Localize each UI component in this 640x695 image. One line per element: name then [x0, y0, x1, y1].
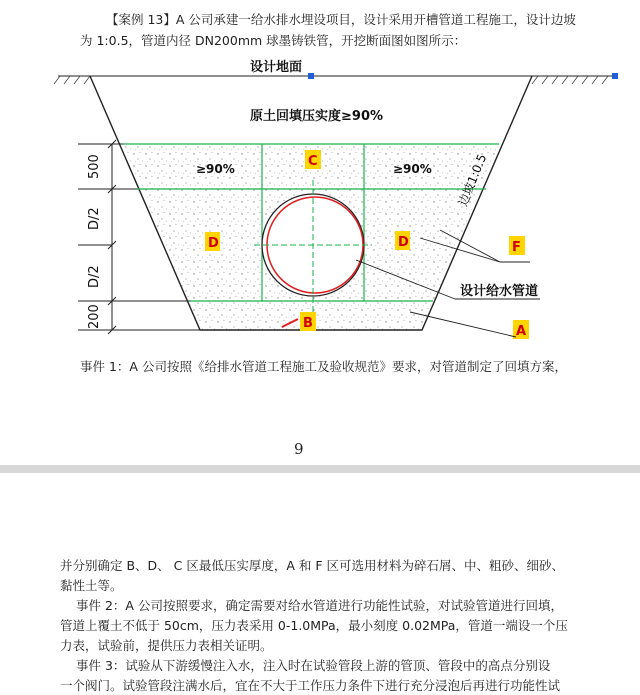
ground-marker-left — [308, 73, 314, 79]
page-number: 9 — [294, 440, 304, 458]
backfill-label: 原土回填压实度≥90% — [250, 109, 384, 124]
page2-line-7: 一个阀门。试验管段注满水后，宜在不大于工作压力条件下进行充分浸泡后再进行功能性试 — [60, 678, 561, 693]
page2-line-2: 黏性土等。 — [60, 578, 123, 593]
dim-d2-top: D/2 — [87, 207, 102, 230]
slope-label: 边坡1:0.5 — [455, 152, 490, 209]
label-F — [509, 236, 525, 255]
case-text-line-2: 为 1:0.5，管道内径 DN200mm 球墨铸铁管，开挖断面图如图所示： — [80, 33, 467, 48]
dim-500: 500 — [87, 154, 102, 179]
event-1-text: 事件 1：A 公司按照《给排水管道工程施工及验收规范》要求，对管道制定了回填方案， — [80, 359, 567, 374]
ground-label: 设计地面 — [250, 60, 303, 75]
svg-text:D: D — [398, 235, 409, 250]
zone-right-compaction: ≥90% — [393, 162, 432, 176]
page2-line-5: 力表，试验前，提供压力表相关证明。 — [60, 638, 273, 653]
page-separator — [0, 465, 640, 473]
page2-line-6: 事件 3：试验从下游缓慢注入水，注入时在试验管段上游的管顶、管段中的高点分别设 — [76, 658, 551, 673]
ground-marker-right — [612, 73, 618, 79]
svg-text:A: A — [516, 324, 527, 339]
case-text-line-1: 【案例 13】A 公司承建一给水排水埋设项目，设计采用开槽管道工程施工，设计边坡 — [106, 12, 576, 27]
ground-hatching — [54, 76, 608, 84]
zone-left-compaction: ≥90% — [196, 162, 235, 176]
page2-line-1: 并分别确定 B、D、 C 区最低压实厚度，A 和 F 区可选用材料为碎石屑、中、粗砂、细砂、 — [60, 558, 565, 573]
svg-text:F: F — [512, 240, 521, 255]
pipe-label: 设计给水管道 — [460, 284, 539, 299]
page2-line-3: 事件 2：A 公司按照要求，确定需要对给水管道进行功能性试验，对试验管道进行回填， — [76, 598, 563, 613]
label-C — [305, 150, 321, 169]
excavation-cross-section-figure — [0, 55, 640, 355]
label-A — [513, 320, 529, 339]
label-D-right — [395, 231, 410, 250]
page2-line-4: 管道上覆土不低于 50cm，压力表采用 0-1.0MPa，最小刻度 0.02MPa，管道一端设一个压 — [60, 618, 568, 633]
svg-text:B: B — [303, 316, 313, 331]
document-page-2 — [0, 473, 640, 693]
svg-text:C: C — [308, 154, 318, 169]
label-D-left — [205, 232, 220, 251]
svg-text:D: D — [208, 236, 219, 251]
dim-d2-bottom: D/2 — [87, 265, 102, 288]
label-B — [300, 312, 316, 331]
dim-200: 200 — [87, 304, 102, 329]
